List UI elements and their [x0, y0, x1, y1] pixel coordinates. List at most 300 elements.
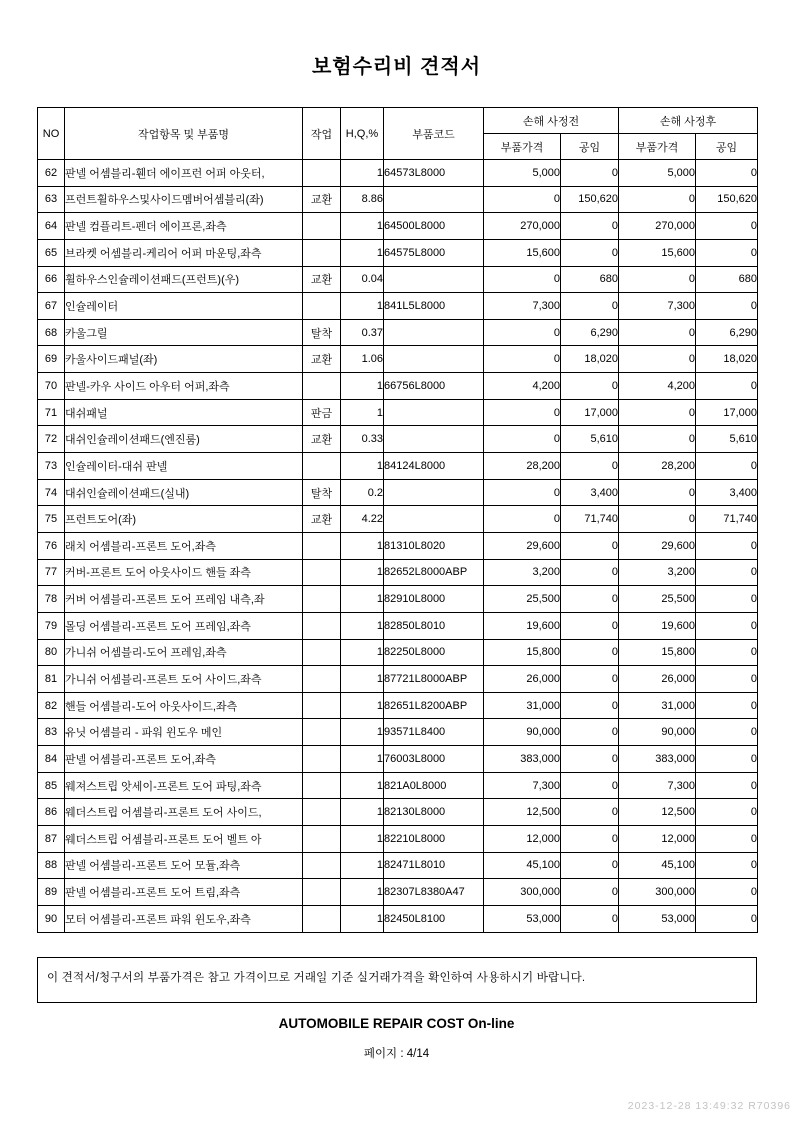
row-part-code [384, 506, 484, 533]
row-part-code [384, 399, 484, 426]
row-before-part-price: 4,200 [484, 373, 561, 400]
row-item-name: 판넬 어셈블리-프론트 도어,좌측 [65, 746, 303, 773]
row-no: 88 [38, 852, 65, 879]
row-no: 72 [38, 426, 65, 453]
row-no: 71 [38, 399, 65, 426]
row-no: 90 [38, 905, 65, 932]
col-group-before-assessment: 손해 사정전 [484, 108, 619, 134]
table-row [38, 479, 758, 506]
row-work-type: 교환 [303, 506, 341, 533]
row-work-type [303, 852, 341, 879]
row-before-labor: 6,290 [561, 319, 619, 346]
row-no: 76 [38, 532, 65, 559]
table-row [38, 373, 758, 400]
disclaimer-text: 이 견적서/청구서의 부품가격은 참고 가격이므로 거래일 기준 실거래가격을 확인하여 사용하시기 바랍니다. [47, 972, 586, 984]
col-header-before-labor: 공임 [561, 134, 619, 160]
row-work-type [303, 772, 341, 799]
row-before-labor: 0 [561, 879, 619, 906]
table-row [38, 399, 758, 426]
row-before-part-price: 0 [484, 399, 561, 426]
row-after-part-price: 26,000 [619, 666, 696, 693]
row-work-type: 교환 [303, 186, 341, 213]
row-item-name: 판넬 컴플리트-펜더 에이프론,좌측 [65, 213, 303, 240]
row-hq-value: 1 [341, 879, 384, 906]
col-header-after-labor: 공임 [696, 134, 758, 160]
row-after-part-price: 3,200 [619, 559, 696, 586]
row-after-part-price: 0 [619, 399, 696, 426]
footer-brand: AUTOMOBILE REPAIR COST On-line [278, 1016, 515, 1031]
row-item-name: 프런트도어(좌) [65, 506, 303, 533]
row-item-name: 대쉬패널 [65, 399, 303, 426]
row-item-name: 판넬 어셈블리-프론트 도어 모듈,좌측 [65, 852, 303, 879]
row-part-code: 821A0L8000 [384, 772, 484, 799]
row-after-labor: 0 [696, 772, 758, 799]
row-hq-value: 1 [341, 293, 384, 320]
row-after-part-price: 4,200 [619, 373, 696, 400]
row-before-part-price: 7,300 [484, 772, 561, 799]
row-no: 82 [38, 692, 65, 719]
row-after-part-price: 0 [619, 346, 696, 373]
row-after-part-price: 383,000 [619, 746, 696, 773]
row-after-part-price: 12,500 [619, 799, 696, 826]
row-no: 79 [38, 612, 65, 639]
table-row [38, 639, 758, 666]
row-before-labor: 0 [561, 905, 619, 932]
row-hq-value: 1.06 [341, 346, 384, 373]
row-before-part-price: 25,500 [484, 586, 561, 613]
row-before-part-price: 0 [484, 319, 561, 346]
row-part-code: 93571L8400 [384, 719, 484, 746]
row-no: 85 [38, 772, 65, 799]
row-hq-value: 1 [341, 586, 384, 613]
row-item-name: 커버-프론트 도어 아웃사이드 핸들 좌측 [65, 559, 303, 586]
row-after-part-price: 28,200 [619, 453, 696, 480]
row-no: 87 [38, 826, 65, 853]
estimate-table [37, 107, 758, 933]
row-item-name: 가니쉬 어셈블리-프론트 도어 사이드,좌측 [65, 666, 303, 693]
row-work-type [303, 586, 341, 613]
row-work-type [303, 612, 341, 639]
row-after-part-price: 0 [619, 319, 696, 346]
row-part-code: 82651L8200ABP [384, 692, 484, 719]
row-before-part-price: 3,200 [484, 559, 561, 586]
row-before-part-price: 0 [484, 426, 561, 453]
table-row [38, 879, 758, 906]
row-hq-value: 4.22 [341, 506, 384, 533]
row-after-labor: 0 [696, 453, 758, 480]
row-after-labor: 0 [696, 373, 758, 400]
row-after-labor: 3,400 [696, 479, 758, 506]
row-item-name: 대쉬인슐레이션패드(실내) [65, 479, 303, 506]
row-before-part-price: 300,000 [484, 879, 561, 906]
row-no: 78 [38, 586, 65, 613]
row-no: 75 [38, 506, 65, 533]
table-row [38, 852, 758, 879]
row-before-labor: 0 [561, 799, 619, 826]
row-part-code: 76003L8000 [384, 746, 484, 773]
row-hq-value: 1 [341, 239, 384, 266]
row-before-part-price: 29,600 [484, 532, 561, 559]
row-no: 83 [38, 719, 65, 746]
row-no: 69 [38, 346, 65, 373]
row-before-part-price: 0 [484, 479, 561, 506]
row-work-type [303, 799, 341, 826]
row-part-code: 82910L8000 [384, 586, 484, 613]
row-work-type [303, 239, 341, 266]
row-after-labor: 71,740 [696, 506, 758, 533]
row-item-name: 인슐레이터 [65, 293, 303, 320]
row-item-name: 판넬 어셈블리-프론트 도어 트림,좌측 [65, 879, 303, 906]
row-after-part-price: 90,000 [619, 719, 696, 746]
row-work-type [303, 559, 341, 586]
col-header-hq: H,Q,% [341, 108, 384, 160]
row-hq-value: 1 [341, 559, 384, 586]
table-row [38, 692, 758, 719]
row-hq-value: 0.33 [341, 426, 384, 453]
row-work-type [303, 532, 341, 559]
row-after-part-price: 15,600 [619, 239, 696, 266]
row-after-labor: 0 [696, 746, 758, 773]
row-after-labor: 0 [696, 213, 758, 240]
row-part-code: 82850L8010 [384, 612, 484, 639]
row-before-part-price: 12,000 [484, 826, 561, 853]
row-after-labor: 6,290 [696, 319, 758, 346]
col-header-work: 작업 [303, 108, 341, 160]
row-before-labor: 0 [561, 746, 619, 773]
col-header-part-code: 부품코드 [384, 108, 484, 160]
row-part-code: 84124L8000 [384, 453, 484, 480]
table-row [38, 346, 758, 373]
row-hq-value: 1 [341, 399, 384, 426]
row-item-name: 커버 어셈블리-프론트 도어 프레임 내측,좌 [65, 586, 303, 613]
row-work-type: 판금 [303, 399, 341, 426]
row-work-type [303, 666, 341, 693]
table-row [38, 905, 758, 932]
row-part-code: 81310L8020 [384, 532, 484, 559]
row-before-part-price: 15,600 [484, 239, 561, 266]
row-work-type: 교환 [303, 266, 341, 293]
row-after-labor: 0 [696, 293, 758, 320]
row-before-part-price: 31,000 [484, 692, 561, 719]
table-row [38, 799, 758, 826]
row-work-type [303, 213, 341, 240]
row-before-labor: 680 [561, 266, 619, 293]
table-row [38, 453, 758, 480]
row-item-name: 래치 어셈블리-프론트 도어,좌측 [65, 532, 303, 559]
row-before-labor: 3,400 [561, 479, 619, 506]
row-no: 65 [38, 239, 65, 266]
row-no: 89 [38, 879, 65, 906]
row-work-type [303, 639, 341, 666]
row-work-type [303, 879, 341, 906]
row-before-part-price: 53,000 [484, 905, 561, 932]
row-item-name: 웨더스트립 어셈블리-프론트 도어 사이드, [65, 799, 303, 826]
table-row [38, 186, 758, 213]
row-item-name: 웨져스트립 앗세이-프론트 도어 파팅,좌측 [65, 772, 303, 799]
row-after-part-price: 0 [619, 479, 696, 506]
row-part-code [384, 426, 484, 453]
row-item-name: 판넬-카우 사이드 아우터 어퍼,좌측 [65, 373, 303, 400]
row-after-part-price: 25,500 [619, 586, 696, 613]
row-item-name: 브라켓 어셈블리-케리어 어퍼 마운팅,좌측 [65, 239, 303, 266]
row-before-part-price: 5,000 [484, 160, 561, 187]
row-item-name: 유닛 어셈블리 - 파워 윈도우 메인 [65, 719, 303, 746]
row-part-code [384, 346, 484, 373]
table-row [38, 586, 758, 613]
row-hq-value: 1 [341, 373, 384, 400]
row-after-labor: 0 [696, 826, 758, 853]
row-part-code [384, 186, 484, 213]
row-after-part-price: 0 [619, 506, 696, 533]
row-after-labor: 0 [696, 586, 758, 613]
row-no: 73 [38, 453, 65, 480]
row-after-labor: 0 [696, 239, 758, 266]
page-title: 보험수리비 견적서 [311, 56, 482, 78]
row-item-name: 인슐레이터-대쉬 판넬 [65, 453, 303, 480]
row-item-name: 가니쉬 어셈블리-도어 프레임,좌측 [65, 639, 303, 666]
row-part-code: 64500L8000 [384, 213, 484, 240]
row-item-name: 대쉬인슐레이션패드(엔진룸) [65, 426, 303, 453]
row-after-labor: 18,020 [696, 346, 758, 373]
col-header-no: NO [38, 108, 65, 160]
row-work-type [303, 692, 341, 719]
row-before-labor: 0 [561, 719, 619, 746]
col-group-after-assessment: 손해 사정후 [619, 108, 758, 134]
row-part-code [384, 479, 484, 506]
row-before-labor: 0 [561, 293, 619, 320]
row-hq-value: 1 [341, 826, 384, 853]
row-before-part-price: 0 [484, 186, 561, 213]
row-item-name: 몰딩 어셈블리-프론트 도어 프레임,좌측 [65, 612, 303, 639]
row-work-type [303, 826, 341, 853]
table-row [38, 532, 758, 559]
row-after-part-price: 0 [619, 266, 696, 293]
row-after-labor: 680 [696, 266, 758, 293]
row-no: 74 [38, 479, 65, 506]
row-part-code: 82652L8000ABP [384, 559, 484, 586]
row-no: 67 [38, 293, 65, 320]
row-item-name: 프런트휠하우스및사이드멤버어셈블리(좌) [65, 186, 303, 213]
row-before-labor: 71,740 [561, 506, 619, 533]
row-after-part-price: 31,000 [619, 692, 696, 719]
row-hq-value: 1 [341, 772, 384, 799]
row-work-type: 탈착 [303, 319, 341, 346]
row-no: 84 [38, 746, 65, 773]
row-before-labor: 0 [561, 666, 619, 693]
row-after-labor: 0 [696, 666, 758, 693]
row-hq-value: 1 [341, 666, 384, 693]
row-item-name: 휠하우스인슐레이션패드(프런트)(우) [65, 266, 303, 293]
row-before-labor: 0 [561, 559, 619, 586]
row-hq-value: 1 [341, 852, 384, 879]
row-no: 68 [38, 319, 65, 346]
row-before-labor: 0 [561, 586, 619, 613]
row-hq-value: 0.37 [341, 319, 384, 346]
row-before-part-price: 45,100 [484, 852, 561, 879]
row-before-labor: 0 [561, 373, 619, 400]
row-before-part-price: 26,000 [484, 666, 561, 693]
row-after-labor: 0 [696, 532, 758, 559]
row-no: 77 [38, 559, 65, 586]
row-before-part-price: 7,300 [484, 293, 561, 320]
row-before-part-price: 0 [484, 346, 561, 373]
row-hq-value: 0.04 [341, 266, 384, 293]
row-hq-value: 1 [341, 453, 384, 480]
row-work-type [303, 453, 341, 480]
row-part-code [384, 266, 484, 293]
row-item-name: 판넬 어셈블리-휀더 에이프런 어퍼 아웃터, [65, 160, 303, 187]
row-part-code: 66756L8000 [384, 373, 484, 400]
row-work-type: 교환 [303, 346, 341, 373]
row-before-labor: 0 [561, 532, 619, 559]
row-work-type [303, 746, 341, 773]
row-work-type [303, 373, 341, 400]
row-after-labor: 0 [696, 905, 758, 932]
table-row [38, 719, 758, 746]
row-before-labor: 0 [561, 453, 619, 480]
row-no: 66 [38, 266, 65, 293]
row-before-part-price: 270,000 [484, 213, 561, 240]
row-after-labor: 0 [696, 799, 758, 826]
table-header [38, 108, 758, 160]
row-hq-value: 1 [341, 719, 384, 746]
row-after-part-price: 53,000 [619, 905, 696, 932]
table-row [38, 772, 758, 799]
row-hq-value: 1 [341, 692, 384, 719]
row-before-labor: 0 [561, 639, 619, 666]
table-row [38, 666, 758, 693]
row-work-type [303, 719, 341, 746]
table-row [38, 826, 758, 853]
page-number: 페이지 : 4/14 [363, 1048, 430, 1060]
row-hq-value: 1 [341, 532, 384, 559]
row-before-part-price: 90,000 [484, 719, 561, 746]
row-no: 62 [38, 160, 65, 187]
row-before-labor: 150,620 [561, 186, 619, 213]
table-row [38, 293, 758, 320]
row-before-part-price: 28,200 [484, 453, 561, 480]
row-before-labor: 0 [561, 239, 619, 266]
row-after-part-price: 7,300 [619, 293, 696, 320]
row-no: 80 [38, 639, 65, 666]
table-row [38, 213, 758, 240]
row-part-code: 82450L8100 [384, 905, 484, 932]
row-after-part-price: 45,100 [619, 852, 696, 879]
row-item-name: 핸들 어셈블리-도어 아웃사이드,좌측 [65, 692, 303, 719]
row-after-labor: 0 [696, 559, 758, 586]
row-after-part-price: 29,600 [619, 532, 696, 559]
row-item-name: 웨더스트립 어셈블리-프론트 도어 벨트 아 [65, 826, 303, 853]
disclaimer-box [37, 957, 757, 1003]
table-row [38, 426, 758, 453]
table-row [38, 506, 758, 533]
row-part-code: 841L5L8000 [384, 293, 484, 320]
row-hq-value: 0.2 [341, 479, 384, 506]
estimate-table-body [38, 160, 758, 933]
col-header-after-part-price: 부품가격 [619, 134, 696, 160]
row-no: 81 [38, 666, 65, 693]
row-after-part-price: 300,000 [619, 879, 696, 906]
row-before-labor: 0 [561, 826, 619, 853]
row-item-name: 모터 어셈블리-프론트 파워 윈도우,좌측 [65, 905, 303, 932]
row-no: 70 [38, 373, 65, 400]
row-before-labor: 0 [561, 772, 619, 799]
row-part-code: 82210L8000 [384, 826, 484, 853]
row-hq-value: 1 [341, 213, 384, 240]
row-part-code: 64573L8000 [384, 160, 484, 187]
row-no: 63 [38, 186, 65, 213]
row-before-labor: 5,610 [561, 426, 619, 453]
table-row [38, 319, 758, 346]
row-after-part-price: 5,000 [619, 160, 696, 187]
row-after-labor: 0 [696, 852, 758, 879]
row-hq-value: 1 [341, 160, 384, 187]
row-after-labor: 5,610 [696, 426, 758, 453]
row-work-type: 탈착 [303, 479, 341, 506]
row-part-code: 82307L8380A47 [384, 879, 484, 906]
row-item-name: 카울그릴 [65, 319, 303, 346]
row-no: 86 [38, 799, 65, 826]
row-before-part-price: 12,500 [484, 799, 561, 826]
row-work-type [303, 160, 341, 187]
table-row [38, 266, 758, 293]
row-part-code: 82471L8010 [384, 852, 484, 879]
row-before-labor: 18,020 [561, 346, 619, 373]
row-after-labor: 0 [696, 639, 758, 666]
row-before-part-price: 19,600 [484, 612, 561, 639]
row-after-labor: 0 [696, 160, 758, 187]
row-part-code: 87721L8000ABP [384, 666, 484, 693]
table-row [38, 746, 758, 773]
table-row [38, 559, 758, 586]
row-work-type [303, 293, 341, 320]
table-row [38, 612, 758, 639]
row-after-labor: 0 [696, 879, 758, 906]
row-after-labor: 17,000 [696, 399, 758, 426]
print-timestamp: 2023-12-28 13:49:32 R70396 [627, 1100, 791, 1112]
row-after-part-price: 270,000 [619, 213, 696, 240]
row-after-part-price: 0 [619, 186, 696, 213]
row-before-labor: 17,000 [561, 399, 619, 426]
row-after-part-price: 15,800 [619, 639, 696, 666]
row-hq-value: 1 [341, 639, 384, 666]
row-work-type [303, 905, 341, 932]
col-header-item: 작업항목 및 부품명 [65, 108, 303, 160]
col-header-before-part-price: 부품가격 [484, 134, 561, 160]
row-before-labor: 0 [561, 692, 619, 719]
row-part-code: 64575L8000 [384, 239, 484, 266]
row-after-part-price: 12,000 [619, 826, 696, 853]
row-after-labor: 150,620 [696, 186, 758, 213]
row-hq-value: 8.86 [341, 186, 384, 213]
row-after-part-price: 19,600 [619, 612, 696, 639]
row-after-part-price: 7,300 [619, 772, 696, 799]
row-before-part-price: 383,000 [484, 746, 561, 773]
row-before-part-price: 0 [484, 266, 561, 293]
row-work-type: 교환 [303, 426, 341, 453]
row-before-labor: 0 [561, 852, 619, 879]
row-after-labor: 0 [696, 692, 758, 719]
row-hq-value: 1 [341, 905, 384, 932]
row-before-labor: 0 [561, 213, 619, 240]
row-after-labor: 0 [696, 612, 758, 639]
row-hq-value: 1 [341, 799, 384, 826]
row-after-labor: 0 [696, 719, 758, 746]
row-part-code [384, 319, 484, 346]
row-no: 64 [38, 213, 65, 240]
row-after-part-price: 0 [619, 426, 696, 453]
row-hq-value: 1 [341, 746, 384, 773]
